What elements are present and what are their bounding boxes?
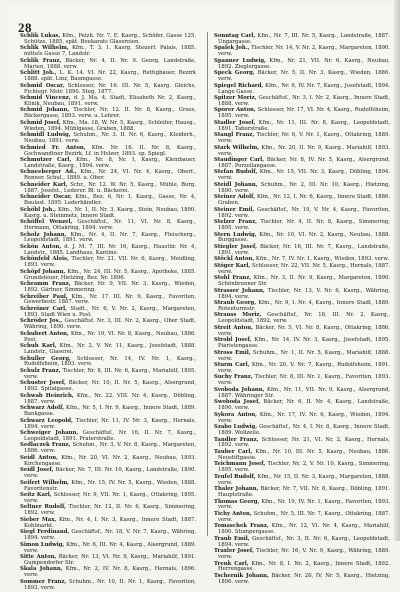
directory-entry [214, 338, 390, 350]
directory-entry [20, 183, 196, 195]
entry-details: Tischler, Nr. 8, III. Nr. 1, Kasrg., Favoriten, 1893. verw. [218, 374, 391, 387]
directory-entry [20, 493, 196, 505]
directory-entry [20, 71, 196, 83]
entry-details: Schuhm., Nr. 2, III. Nr. 10, Kasrg., Hietzing, 1890. verw. [218, 181, 390, 194]
directory-entry [20, 543, 196, 555]
entry-details: Bäcker, Nr. 6, II. Nr. 4, Kasrg., Landstraße, 1890. verw. [218, 399, 390, 412]
directory-entry [214, 487, 390, 499]
entry-details: Kfm., Nr. 20, II. Nr. 9, Kasrg., Mariahilf, 1893. verw. [218, 144, 391, 157]
entry-name: Steiner Emil, [214, 206, 255, 213]
entry-details: Schuhm., Nr. 10, II. Nr. 1, Kasrg., Favoriten, 1893. verw. [24, 578, 196, 591]
entry-details: d. J. M. 7, III. Nr. 16, Kasrg., Haustür. Nr. 4, Landstr., 1885. Landhaus, Kantine. [24, 243, 197, 256]
directory-entry [20, 456, 196, 468]
entry-details: Kfm., Nr. 4, II. Nr. 7, Kasrg., Fleischerg., Leopoldstadt, 1891. verw. [24, 231, 196, 244]
entry-name: Schmid Josef, [20, 119, 61, 126]
directory-entry [214, 220, 390, 232]
entry-name: Schweiger Johann, [20, 430, 79, 436]
directory-entry [214, 183, 390, 195]
directory-entry [20, 319, 196, 331]
entry-name: Schneider Oscar, [20, 194, 72, 201]
entry-details: Geschäftsf., Nr. 3, II. Nr. 6, Kasrg., Leopoldstadt, 1894. verw. [218, 535, 390, 548]
entry-name: Spanner Ludwig, [214, 57, 266, 64]
directory-entry [20, 530, 196, 542]
entry-details: Kfm., Nr. 8, I. Nr. 2, Kasrg., Innere Stadt, 1892. Herrengasse. [218, 560, 390, 573]
directory-entry [214, 388, 390, 400]
entry-name: Schwarz Adolf, [20, 405, 65, 412]
directory-entry [214, 512, 390, 524]
entry-details: Tischler, Nr. 8, III. Nr. 6, Kasrg., Mariahilf, 1895. verw. [24, 367, 196, 380]
entry-name: Strobl Josef, [214, 337, 252, 344]
entry-name: Sturm Carl, [214, 362, 250, 369]
entry-name: Speck Georg, [214, 70, 255, 77]
entry-details: Kfm., Nr. 24, III. Nr. 5, Kasrg., Apotheke, 1885. Grundsteuer, Hietzing, Bez. Nr. 1896. [24, 268, 196, 281]
entry-details: Schuhm., Nr. 1, II. Nr. 5, Kasrg., Mariahilf, 1888. verw. [218, 349, 391, 362]
entry-details: Kfm., Nr. 15, IV. Nr. 5, Kasrg., Wieden, 1888. Favoritenstr. [24, 479, 197, 492]
directory-entry [20, 220, 196, 232]
directory-entry [214, 524, 390, 536]
page-number: 28 [18, 20, 32, 35]
entry-details: Kfm., Nr. 7, IV. Nr. 1, Kasrg., Wieden, 1893. verw. [255, 256, 390, 263]
entry-name: Seitz Karl, [20, 492, 52, 499]
directory-entry [214, 313, 390, 325]
entry-name: Stadler Josef, [214, 119, 256, 126]
entry-name: Tandler Franz, [214, 436, 259, 443]
directory-entry [20, 96, 196, 108]
entry-name: Schröder Jos., [20, 318, 63, 325]
entry-name: Schön Anton, [20, 243, 62, 250]
entry-details: Schlosser, Nr. 14, IV. Nr. 1, Kasrg., Rudolfsheim, 1893. verw. [24, 355, 196, 368]
directory-entry [20, 431, 196, 443]
entry-name: Schmid Johann, [20, 107, 70, 114]
directory-entry [20, 406, 196, 418]
entry-details: Kfm., Nr. 8, Nr. 1, Kasrg., Kleinbauer, Landstraße, Kasrg., 1894. verw. [24, 157, 196, 169]
entry-details: Tischler, Nr. 2, V. Nr. 10, Kasrg., Simmering, 1895. verw. [218, 461, 391, 474]
entry-name: Schneider Karl, [20, 181, 68, 188]
entry-name: Schöpf Johann, [20, 268, 66, 275]
entry-details: Tischler, Nr. 13, V. Nr. 6, Kasrg., Währing, 1894. verw. [218, 287, 390, 300]
entry-details: Kfm., Nr. 24, VI. Nr. 4, Kasrg., Oberf., Renner. Schul., 1889. u. Ober. [24, 169, 196, 182]
entry-details: Kfm., Nr. 15, II. Nr. 3, Kasrg., Margareten, 1888. verw. [218, 473, 390, 486]
entry-details: Bäcker, Nr. 5, VI. Nr. 8, Kasrg., Ottakring, 1886. verw. [218, 324, 390, 337]
entry-details: Kfm., Nr. 20, VI. Nr. 2, Kasrg., Neubau, 1893. Kirchengasse. [24, 454, 197, 467]
directory-entry [214, 289, 390, 301]
entry-details: Kfm., Nr. 12, I. Nr. 6, Kasrg., Innere Stadt, 1886. Graben. [218, 194, 390, 207]
entry-name: Stangl Franz, [214, 132, 255, 139]
directory-entry [20, 170, 196, 182]
entry-name: Stöckl Anton, [214, 256, 255, 263]
entry-details: Schuhm., Nr. 5, III. Nr. 7, Kasrg., Ottakring, 1887. verw. [218, 510, 391, 523]
directory-entry [20, 580, 196, 592]
directory-entry [20, 245, 196, 257]
entry-name: Sonntag Carl, [214, 33, 256, 39]
entry-name: Tomaschek Franz, [214, 523, 269, 530]
entry-details: Bäcker, Nr. 10, II. Nr. 5, Kasrg., Alsergrund, 1892. Spitalgasse. [24, 380, 197, 393]
directory-entry [214, 549, 390, 561]
directory-entry [20, 443, 196, 455]
page-edge-shadow [394, 0, 400, 541]
directory-entry [20, 208, 196, 220]
directory-entry [214, 425, 390, 437]
directory-entry [20, 270, 196, 282]
entry-name: Sieber Max, [20, 516, 57, 523]
entry-name: Schöbl Joh., [20, 206, 56, 213]
directory-entry [214, 245, 390, 257]
directory-entry [214, 276, 390, 288]
directory-entry [214, 475, 390, 487]
entry-name: Thomas Georg, [214, 498, 260, 505]
entry-name: Svoboda Johann, [214, 386, 265, 393]
entry-details: Stadt., Nr. 6, V. Nr. 2, Kasrg., Margareten, 1893. Stadt Wien u. Post. [24, 305, 196, 318]
directory-entry [20, 34, 196, 46]
entry-details: Tischler, Nr. 4, II. Nr. 8, Kasrg., Simmering, 1895. verw. [218, 219, 390, 231]
directory-entry [214, 438, 390, 450]
entry-details: Tischler, Nr. 16, V. Nr. 9, Kasrg., Währing, 1889. verw. [218, 548, 390, 561]
entry-details: Bäcker, Nr. 13, VI. Nr. 9, Kasrg., Mariahilf, 1891. Gumpendorfer Str. [24, 554, 196, 566]
directory-entry [214, 34, 390, 46]
entry-name: Tschernik Johann, [214, 572, 269, 579]
entry-details: Geschäftsf., Nr. 18, V. Nr. 7, Kasrg., Währing, 1894. verw. [24, 529, 197, 542]
entry-name: Schöffel Wenzel, [20, 219, 73, 226]
entry-name: Schubert Anton, [20, 330, 69, 337]
entry-details: Geschäftsf., Nr. 11, VI. Nr. 8, Kasrg., Hermann, Ottakring, 1894. verw. [24, 219, 196, 231]
directory-entry [214, 84, 390, 96]
entry-details: Kfm., Nr. 7, III. Nr. 5, Kasrg., Landstraße, 1887. Ungargasse. [218, 33, 390, 45]
entry-name: Schreiner Carl, [20, 305, 67, 312]
entry-name: Simon Ludwig, [20, 541, 65, 548]
directory-entry [214, 208, 390, 220]
directory-entry [214, 413, 390, 425]
entry-name: Stöger Karl, [214, 262, 251, 269]
directory-entry [214, 233, 390, 245]
directory-entry [214, 108, 390, 120]
entry-details: Kfm., Nr. 19, VI. Nr. 8, Kasrg., Neubau, 1886. Post. [24, 330, 196, 343]
entry-details: Bäcker, Nr. 9, VII. Nr. 3, Kasrg., Wieden, 1892. Gärtner, Simmering. [24, 281, 196, 294]
entry-details: Kfm., Nr. 10, VI. Nr. 2, Kasrg., Neubau, 1888. Burggasse. [218, 231, 390, 244]
entry-name: Steiner Adolf, [214, 194, 256, 201]
entry-name: Stern Ludwig, [214, 231, 257, 238]
entry-name: Schuster Josef, [20, 380, 66, 387]
entry-name: Streit Anton, [214, 324, 253, 331]
entry-name: Schlik Franz, [20, 57, 62, 64]
entry-name: Tichy Anton, [214, 510, 252, 517]
entry-name: Seidl Josef, [20, 467, 54, 474]
directory-entry [20, 481, 196, 493]
entry-details: Geschäftsf., Nr. 18, III. Nr. 2, Kasrg., Leopoldstadt, 1892. verw. [218, 312, 390, 325]
directory-entry [214, 96, 390, 108]
entry-details: Kfm., Nr. 6, III. Nr. 4, Kasrg., Alsergrund, 1889. verw. [24, 541, 196, 554]
entry-name: Schulz Franz, [20, 367, 61, 374]
entry-name: Schlik Wilhelm, [20, 45, 69, 52]
entry-name: Stross Emil, [214, 349, 251, 356]
entry-details: Kfm., Nr. 3, II. Nr. 9, Kasrg., Margareten, 1890. Schönbrunner Str. [218, 275, 391, 288]
entry-details: Schuhm., Nr. 3, V. Nr. 8, Kasrg., Margareten, 1886. verw. [24, 442, 197, 455]
entry-details: Kfm., Nr. 17, IV. Nr. 6, Kasrg., Wieden, 1894. verw. [218, 411, 391, 424]
entry-name: Schwab Heinrich, [20, 392, 74, 399]
entry-name: Schmid Oscar, [20, 82, 65, 89]
entry-details: Bäcker, Nr. 7, III. Nr. 10, Kasrg., Landstraße, 1890. verw. [24, 467, 196, 480]
entry-name: Schmied Fr. Anton, [20, 144, 86, 151]
entry-details: Geschäftsf., Nr. 19, V. Nr. 4, Kasrg., Favoriten, 1892. verw. [218, 206, 390, 219]
entry-name: Steidl Johann, [214, 181, 258, 188]
entry-details: Kfm., Nr. 21, VII. Nr. 6, Kasrg., Neubau, 1892. Zieglergasse. [218, 57, 390, 70]
directory-entry [20, 295, 196, 307]
entry-name: Schmid Vincenz, [20, 95, 71, 102]
entry-name: Schwarz Leopold, [20, 417, 73, 424]
left-column [20, 33, 197, 591]
entry-details: Schlosser, Nr. 17, VI. Nr. 4, Kasrg., Rudolfsheim, 1895. verw. [218, 107, 391, 120]
entry-name: Staudinger Carl, [214, 157, 265, 164]
entry-name: Sommer Franz, [20, 578, 67, 585]
directory-entry [20, 381, 196, 393]
directory-entry [214, 462, 390, 474]
entry-name: Spitzer Moriz, [214, 95, 257, 102]
entry-name: Schlik Lukas, [20, 33, 61, 39]
entry-name: Swoboda Josef, [214, 399, 261, 406]
directory-entry [20, 567, 196, 579]
directory-entry [20, 419, 196, 431]
directory-entry [20, 332, 196, 344]
entry-name: Suchy Franz, [214, 374, 253, 381]
entry-name: Schramm Franz, [20, 281, 71, 288]
directory-entry [20, 195, 196, 207]
directory-entry [20, 555, 196, 567]
directory-entry [20, 121, 196, 133]
scanned-page [8, 6, 392, 591]
directory-entry [20, 146, 196, 158]
entry-name: Tauber Carl, [214, 448, 253, 455]
directory-entry [20, 133, 196, 145]
directory-entry [214, 170, 390, 182]
entry-details: Bäcker, Nr. 16, III. Nr. 7, Kasrg., Landstraße, 1891. verw. [218, 243, 390, 256]
entry-name: Trenk Carl, [214, 560, 249, 567]
directory-entry [20, 344, 196, 356]
entry-name: Spiegel Richard, [214, 82, 264, 89]
entry-name: Thaler Johann, [214, 486, 259, 493]
directory-entry [20, 369, 196, 381]
entry-name: Teufel Rudolf, [214, 473, 256, 480]
directory-entry [20, 307, 196, 319]
entry-details: Kfm., Bez. 6, Nr. 1, Kasrg., Gasse, Nr. 4, Baulast. 1895. Lederhändler. [24, 194, 196, 207]
directory-entry [20, 282, 196, 294]
entry-details: Kfm., T. 3, 1. Kasrg. Steuerf. Palais, 1885. mittels Gasse 7, Landstr. [24, 45, 196, 58]
entry-details: Tischler, Nr. 21, VII. Nr. 6, Kasrg., Meidling, 1893. verw. [24, 256, 196, 269]
directory-entry [214, 450, 390, 462]
directory-entry [20, 233, 196, 245]
entry-name: Traxler Josef, [214, 548, 254, 555]
column-divider [207, 32, 208, 536]
directory-entry [20, 108, 196, 120]
entry-details: Geschäftsf., Nr. 16, II. Nr. 7, Kasrg., Leopoldstadt, 1891. Praterstraße. [24, 430, 196, 442]
entry-name: Stefan Rudolf, [214, 169, 258, 176]
entry-details: Schlosser, Nr. 16. III. Nr. 5, Kasrg. Gleichs, Fichtegr. Mstr. 1890. Steg, 1877. [24, 82, 196, 95]
entry-details: Bäcker, Nr. 8, IV. Nr. 5, Kasrg., Alsergrund, 1887. Porzellangasse. [218, 157, 390, 169]
entry-name: Straub Georg, [214, 300, 257, 307]
entry-details: Kfm., Nr. 17. III. Nr. 9, Kasrg., Favoriten, Gewerbestr. 1887. verw. [24, 293, 197, 306]
directory-entry [214, 537, 390, 549]
entry-details: Kfm., Nr. 22, VIII. Nr. 4, Kasrg., Döbling, 1887. verw. [24, 392, 197, 405]
entry-details: Tischler, Nr. 12, II. Nr. 6, Kasrg., Simmering, 1892. verw. [24, 504, 197, 517]
entry-details: Schuhm., Nr. 3. II. Nr. 6, Kasrg., Kleiderh., Neubau, 1891. verw. [24, 132, 196, 145]
entry-details: Kfm., Pelzh. Nr. 7, E. Kasrg., Schöfer, Gasse 125, Schütze, 1885, spät. Boukarats Glasereien. [24, 33, 196, 45]
entry-details: Kfm., Nr. 15, VII. Nr. 3, Kasrg., Döbling, 1894. verw. [218, 169, 391, 182]
entry-details: Schlosser, Nr. 21, VI. Nr. 2, Kasrg., Hernals, 1892. verw. [218, 436, 390, 449]
directory-entry [20, 84, 196, 96]
entry-name: Stiegler Josef, [214, 243, 258, 250]
directory-entry [20, 468, 196, 480]
entry-details: Schlosser, Nr. 9, VII. Nr. 1, Kasrg., Ottakring, 1895. verw. [24, 492, 196, 504]
entry-details: Tischler, Nr. 12. II. Nr. 8, Kasrg., Gruss, Bäckergasse, 1893. verw. u. Lehrer. [24, 107, 197, 120]
directory-entry [214, 363, 390, 375]
entry-name: Spalek Joh., [214, 45, 250, 52]
directory-entry [214, 146, 390, 158]
entry-details: Kfm., Nr. 12, VI. Nr. 4, Kasrg., Mariahilf, 1890. Stumpergasse. [218, 523, 390, 536]
entry-name: Szabo Ludwig, [214, 424, 258, 431]
entry-name: Schönfeld Alois, [20, 256, 69, 263]
directory-entry [214, 301, 390, 313]
directory-entry [20, 518, 196, 530]
entry-details: Tischler, Nr. 6, V. Nr. 1, Kasrg., Ottakring, 1889. verw. [218, 132, 390, 145]
entry-details: Schlosser, Nr. 22, VII. Nr. 5, Kasrg., Hernals, 1887. verw. [218, 262, 391, 275]
entry-details: Geschäftsf., Nr. 3, I. Nr. 2, Kasrg., Innere Stadt, 1888. verw. [218, 95, 390, 107]
entry-name: Siegl Ferdinand, [20, 529, 70, 536]
entry-name: Traub Emil, [214, 535, 250, 542]
directory-entry [20, 357, 196, 369]
directory-entry [214, 71, 390, 83]
directory-entry [20, 59, 196, 71]
entry-details: L. K. 14. VI. Nr. 22, Kasrg., Rettigbauer, Bezirk 1888. spät. Linz, Baumgasse. [24, 70, 196, 83]
entry-name: Schneeberger Ad., [20, 169, 77, 176]
entry-details: Schr., Nr. 12. W. Nr. 5, Kasrg., Mühle, Burg. 1887. Josefst., Lederer. Bl. u. Bäckerei. [24, 181, 196, 194]
entry-details: d. J. Ma. 4, Stadt, Elisabeth Nr. 2, Kasrg., Klinik, Neubau, 1891. verw. [24, 95, 196, 107]
entry-details: Geschäftsf. Nr. 3, III. Nr. 2, Kasrg., Ober Stadt, Währing, 1890. verw. [24, 318, 196, 331]
entry-details: Kfm., Nr. 11, III. Nr. 8, Kasrg., Leopoldstadt, 1891. Taborstraße. [218, 119, 391, 132]
entry-name: Teichmann Josef, [214, 461, 266, 468]
entry-name: Schlitt Joh., [20, 70, 57, 77]
directory-entry [20, 46, 196, 58]
entry-details: Bäcker, Nr. 20, IV. Nr. 5, Kasrg., Hietzing, 1896. verw. [218, 572, 390, 585]
entry-details: Kfm. Nr. 16. II. Nr. 8, Kasrg., Gschwandtner Bezirk, Lf. in Holzer, 1893. sp. Spiegl. [24, 144, 197, 157]
entry-name: Stelzer Franz, [214, 219, 257, 226]
entry-details: Kfm., Ma. 18, W. Nr. 5, Kasrg., Schleifer, Hausg., Wieden, 1894. Mühlgasse, Graben, 1888. [24, 119, 196, 132]
directory-entry [214, 351, 390, 363]
directory-entry [214, 326, 390, 338]
directory-entry [214, 264, 390, 276]
entry-details: Bäcker, Nr. 5, II. Nr. 3, Kasrg., Wieden, 1886. verw. [218, 70, 390, 83]
entry-name: Schuller Georg, [20, 355, 71, 362]
entry-name: Sitte Anton, [20, 554, 57, 561]
entry-name: Sporer Anton, [214, 107, 256, 114]
entry-name: Sedlaczek Franz, [20, 442, 71, 449]
entry-details: Bäcker, Nr. 4, II. Nr. 9. Georg, Landstraße, Marien, 1888. verw. [24, 57, 197, 70]
entry-name: Schreiber Paul, [20, 293, 68, 300]
entry-details: Kfm., Nr. 5, I. Nr. 9, Kasrg., Innere Stadt, 1889. Bankgasse. [24, 405, 196, 418]
entry-details: Tischler, Nr. 11, IV. Nr. 3, Kasrg., Hernals, 1894. verw. [24, 417, 196, 430]
directory-entry [20, 257, 196, 269]
entry-details: Kfm., Nr. 2, V. Nr. 11, Kasrg., Josefstadt, 1888. Landstr., Glaserei. [24, 343, 197, 356]
entry-name: Seltner Rudolf, [20, 504, 66, 511]
entry-details: Kfm., Nr. 14, IV. Nr. 3, Kasrg., Josefstadt, 1895. Piaristengasse. [218, 337, 390, 350]
entry-name: Skala Johann, [20, 566, 63, 573]
entry-name: Stohl Franz, [214, 275, 252, 282]
entry-details: Kfm., Nr. 19, IV. Nr. 1, Kasrg., Favoriten, 1893. verw. [218, 498, 390, 511]
entry-name: Strauss Moriz, [214, 312, 262, 319]
entry-name: Schuh Karl, [20, 343, 57, 350]
directory-entry [20, 158, 196, 170]
entry-name: Seidl Anton, [20, 454, 58, 461]
directory-entry [20, 394, 196, 406]
entry-details: Kfm., Nr. 10, III. Nr. 5, Kasrg., Neubau, 1886. Neustiftgasse. [218, 448, 390, 461]
entry-details: Kfm., Nr. 9, IV. Nr. 7, Kasrg., Josefstadt, 1894. Lange Gasse. [218, 82, 391, 95]
directory-entry [214, 500, 390, 512]
entry-name: Sykora Anton, [214, 411, 258, 418]
entry-details: Kfm., Nr. 2, IV. Nr. 8, Kasrg., Hernals, 1896. verw. [24, 566, 196, 579]
entry-name: Schmidl Ludwig, [20, 132, 71, 139]
entry-name: Schmutzer Carl, [20, 157, 72, 164]
directory-entry [214, 133, 390, 145]
entry-details: Kfm., Nr. 4, I. Nr. 3, Kasrg., Innere Stadt, 1887. Kohlmarkt. [24, 516, 197, 529]
directory-entry [214, 195, 390, 207]
entry-details: Kfm., Nr. 1, II. Nr. 3, Kasrg., Stein, Neubau, 1890. Kasrg. u. Steinmetz, Innere Stadt. [24, 206, 196, 219]
directory-entry [214, 46, 390, 58]
entry-name: Scholz Johann, [20, 231, 67, 238]
directory-entry [214, 562, 390, 574]
entry-name: Stark Wilhelm, [214, 144, 260, 151]
directory-entry [214, 59, 390, 71]
entry-name: Seifert Wilhelm, [20, 479, 70, 486]
right-column [214, 33, 391, 585]
directory-entry [214, 121, 390, 133]
entry-details: Geschäftsf., Nr. 4, I. Nr. 8, Kasrg., Innere Stadt, 1889. Wollzeile. [218, 424, 390, 436]
directory-entry [214, 400, 390, 412]
directory-entry [20, 505, 196, 517]
entry-details: Kfm., Nr. 9, I. Nr. 4, Kasrg., Innere Stadt, 1889. Rotenturmstr. [218, 300, 390, 312]
directory-entry [214, 574, 390, 586]
entry-details: Tischler, Nr. 14, V. Nr. 2, Kasrg., Margareten, 1890. verw. [218, 45, 391, 58]
directory-entry [214, 158, 390, 170]
entry-name: Strasser Johann, [214, 287, 265, 294]
entry-details: Kfm., Nr. 20, V. Nr. 7, Kasrg., Rudolfsheim, 1891. verw. [218, 362, 390, 374]
entry-details: Kfm., Nr. 11, VII. Nr. 9, Kasrg., Alsergrund, 1887. Währinger Str. [218, 386, 391, 399]
entry-details: Bäcker, Nr. 7, VII. Nr. 8, Kasrg., Döbling, 1891. Hauptstraße. [218, 486, 390, 499]
directory-entry [214, 375, 390, 387]
